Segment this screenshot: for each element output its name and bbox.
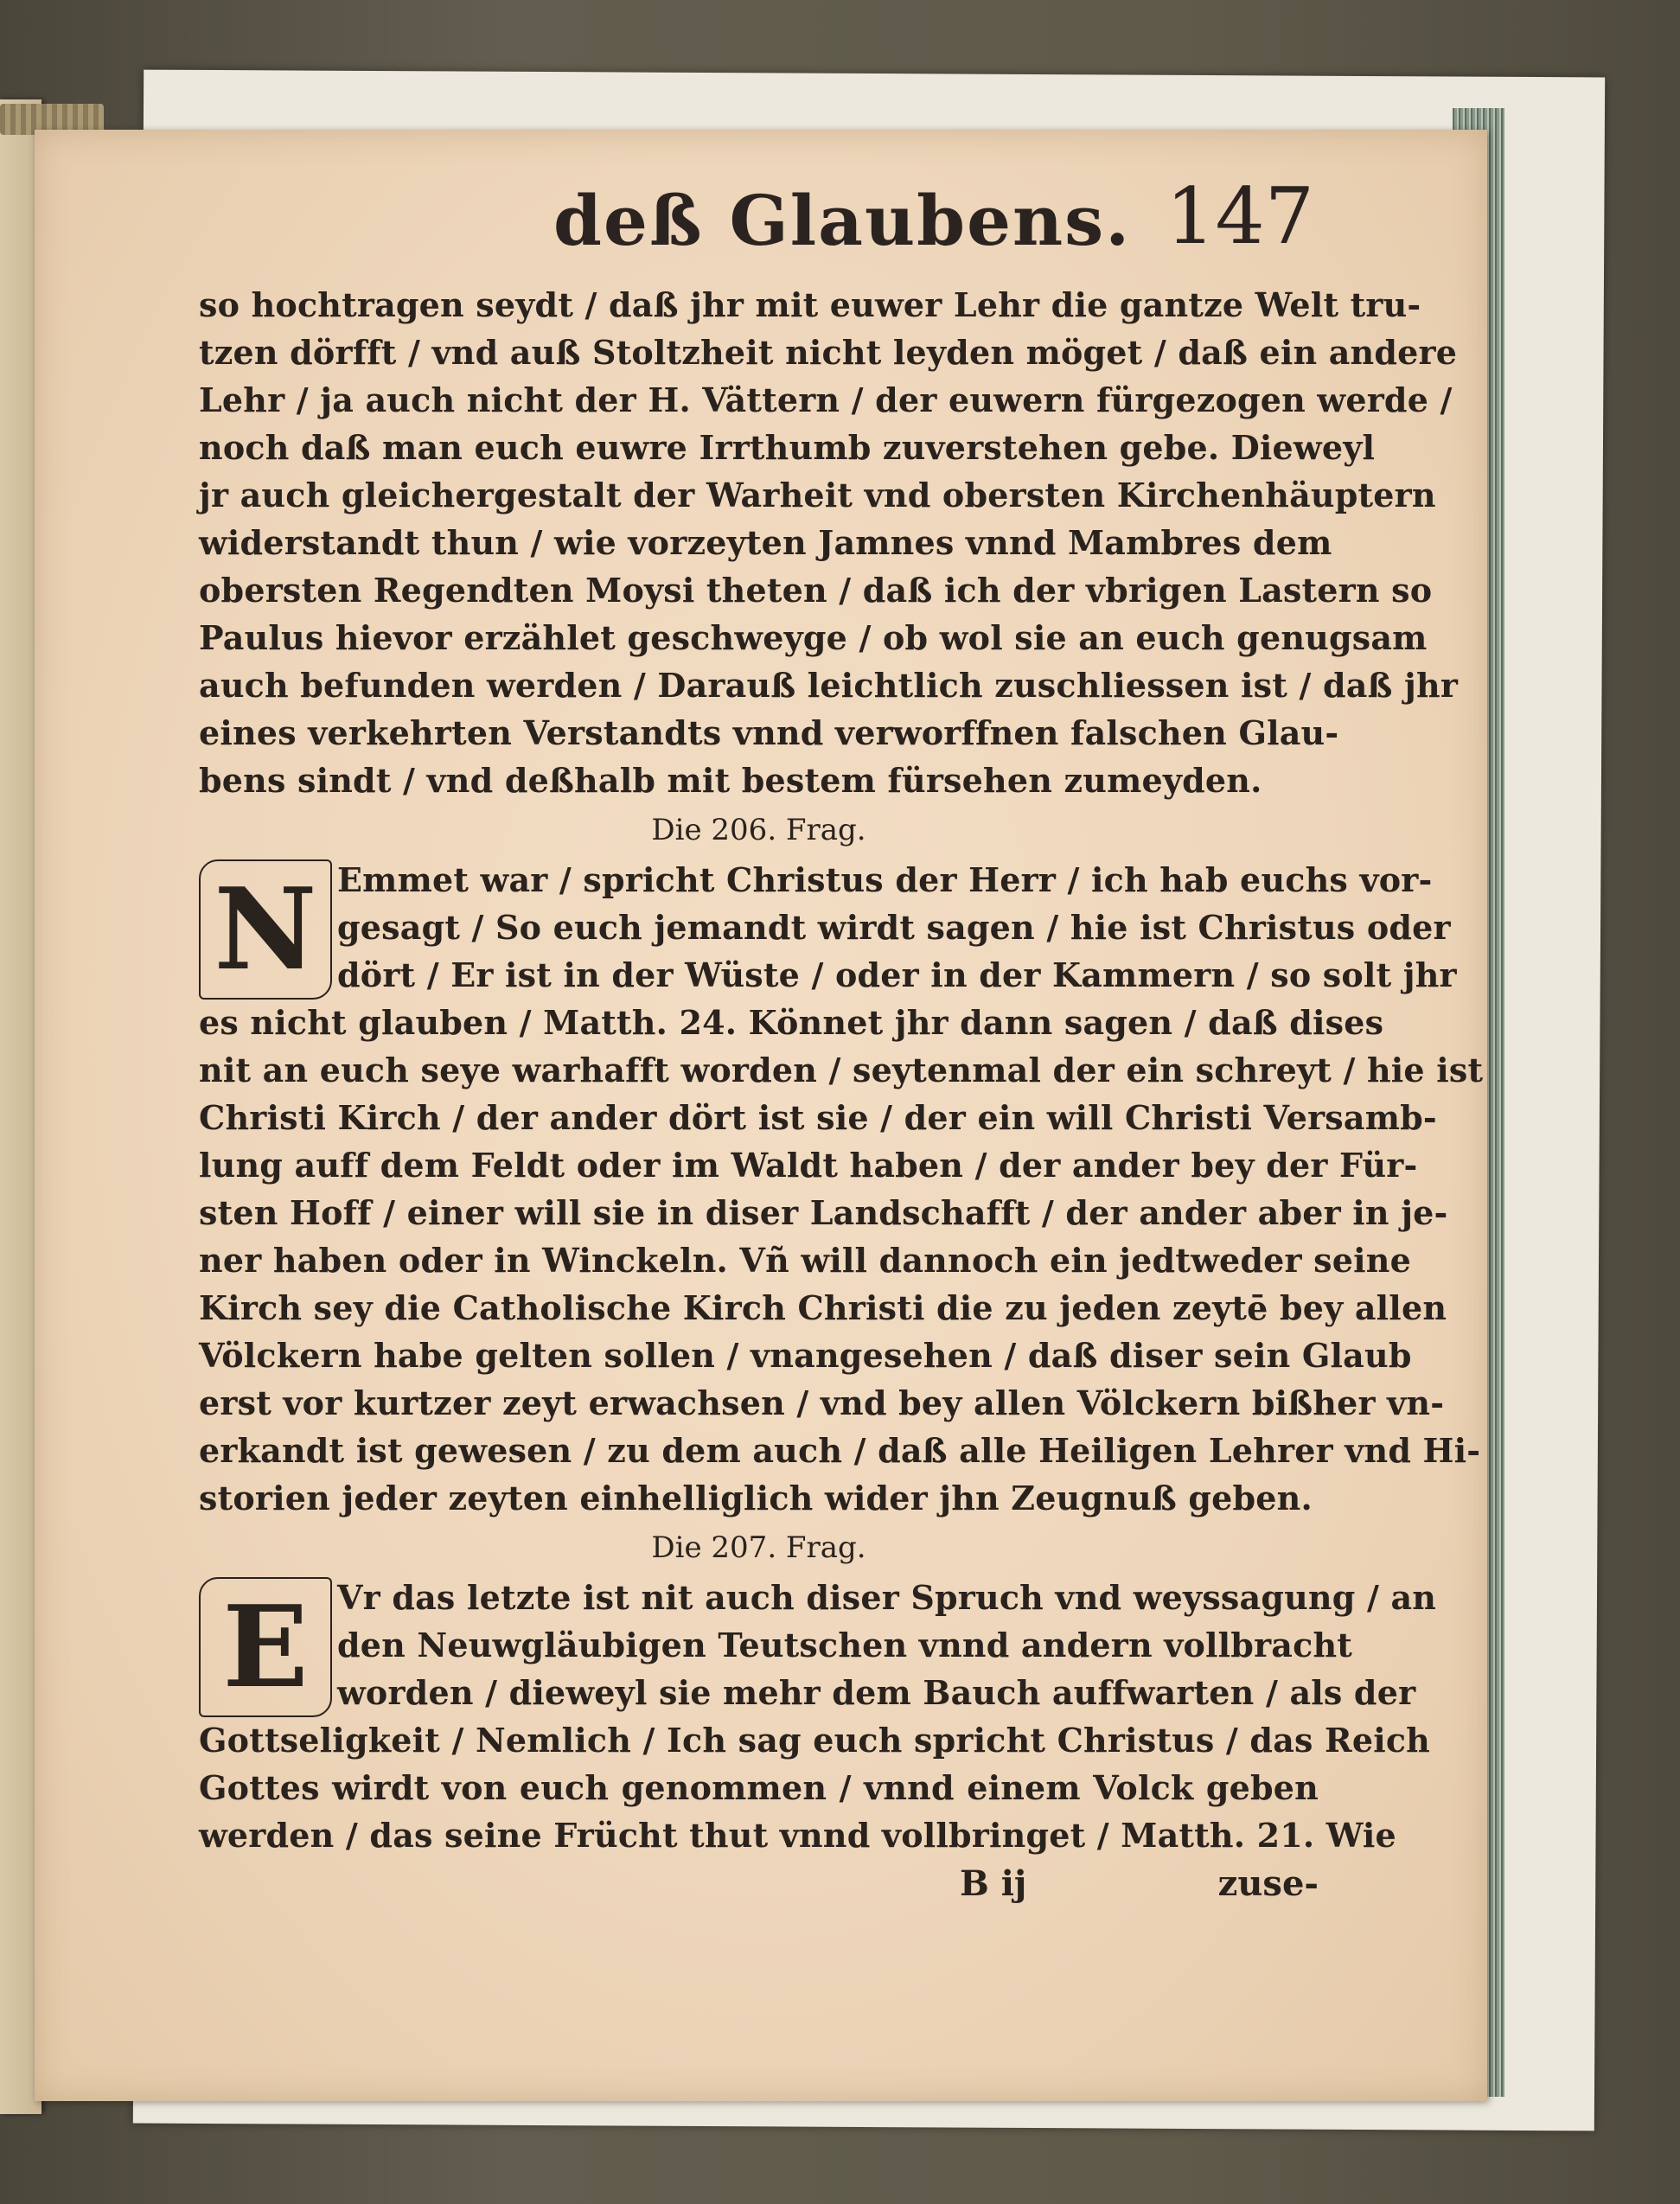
- signature-mark: B ij: [960, 1863, 1027, 1904]
- text-line: noch daß man euch euwre Irrthumb zuverstehen gebe. Dieweyl: [199, 428, 1376, 467]
- text-line: Vr das letzte ist nit auch diser Spruch vnd weyssagung / an: [337, 1578, 1437, 1617]
- text-line: obersten Regendten Moysi theten / daß ich der vbrigen Lastern so: [199, 571, 1433, 610]
- text-line: bens sindt / vnd deßhalb mit bestem fürsehen zumeyden.: [199, 761, 1262, 800]
- text-line: worden / dieweyl sie mehr dem Bauch auffwarten / als der: [337, 1673, 1416, 1712]
- page-header: [519, 171, 1314, 284]
- text-line: sten Hoff / einer will sie in diser Landschafft / der ander aber in je-: [199, 1193, 1448, 1232]
- question-207-text: [199, 1574, 1437, 1859]
- text-line: dört / Er ist in der Wüste / oder in der Kammern / so solt jhr: [337, 955, 1457, 994]
- text-line: werden / das seine Frücht thut vnnd vollbringet / Matth. 21. Wie: [199, 1816, 1396, 1855]
- text-line: Paulus hievor erzählet geschweyge / ob wol sie an euch genugsam: [199, 618, 1428, 657]
- text-line: lung auff dem Feldt oder im Waldt haben / der ander bey der Für-: [199, 1146, 1418, 1185]
- text-line: Gottseligkeit / Nemlich / Ich sag euch spricht Christus / das Reich: [199, 1721, 1431, 1760]
- text-line: storien jeder zeyten einhelliglich wider jhn Zeugnuß geben.: [199, 1479, 1313, 1517]
- text-line: widerstandt thun / wie vorzeyten Jamnes vnnd Mambres dem: [199, 523, 1332, 562]
- text-block: [199, 281, 1484, 1909]
- text-line: gesagt / So euch jemandt wirdt sagen / hie ist Christus oder: [337, 908, 1451, 947]
- page-number: 147: [1166, 171, 1314, 262]
- text-line: es nicht glauben / Matth. 24. Könnet jhr dann sagen / daß dises: [199, 1003, 1384, 1042]
- question-206: [199, 856, 1484, 1522]
- book-page: [35, 130, 1487, 2101]
- text-line: Emmet war / spricht Christus der Herr / ich hab euchs vor-: [337, 860, 1433, 899]
- text-line: den Neuwgläubigen Teutschen vnnd andern vollbracht: [337, 1626, 1353, 1664]
- text-line: Gottes wirdt von euch genommen / vnnd einem Volck geben: [199, 1768, 1319, 1807]
- text-line: so hochtragen seydt / daß jhr mit euwer Lehr die gantze Welt tru-: [199, 285, 1421, 324]
- question-206-text: [199, 856, 1484, 1522]
- text-line: erkandt ist gewesen / zu dem auch / daß alle Heiligen Lehrer vnd Hi-: [199, 1431, 1481, 1470]
- question-heading-206: Die 206. Frag.: [651, 813, 866, 847]
- text-line: jr auch gleichergestalt der Warheit vnd obersten Kirchenhäuptern: [199, 476, 1436, 514]
- page-footer: [199, 1859, 1319, 1909]
- text-line: Kirch sey die Catholische Kirch Christi die zu jeden zeytē bey allen: [199, 1288, 1447, 1327]
- text-line: Christi Kirch / der ander dört ist sie / der ein will Christi Versamb-: [199, 1098, 1437, 1137]
- text-line: erst vor kurtzer zeyt erwachsen / vnd bey allen Völckern bißher vn-: [199, 1383, 1445, 1422]
- question-207: [199, 1574, 1437, 1859]
- text-line: Lehr / ja auch nicht der H. Vättern / der euwern fürgezogen werde /: [199, 380, 1453, 419]
- text-line: nit an euch seye warhafft worden / seytenmal der ein schreyt / hie ist: [199, 1051, 1484, 1089]
- text-line: ner haben oder in Winckeln. Vñ will dannoch ein jedtweder seine: [199, 1241, 1411, 1280]
- decorated-initial: E: [199, 1577, 332, 1717]
- running-title: deß Glaubens.: [553, 180, 1132, 261]
- section-continuation: [199, 281, 1459, 804]
- decorated-initial: N: [199, 859, 332, 1000]
- question-heading-207: Die 207. Frag.: [651, 1530, 866, 1565]
- catchword: zuse-: [1217, 1863, 1319, 1904]
- text-line: auch befunden werden / Darauß leichtlich zuschliessen ist / daß jhr: [199, 666, 1459, 705]
- text-line: eines verkehrten Verstandts vnnd verworffnen falschen Glau-: [199, 713, 1339, 752]
- text-line: Völckern habe gelten sollen / vnangesehen / daß diser sein Glaub: [199, 1336, 1412, 1375]
- text-line: tzen dörfft / vnd auß Stoltzheit nicht leyden möget / daß ein andere: [199, 333, 1458, 372]
